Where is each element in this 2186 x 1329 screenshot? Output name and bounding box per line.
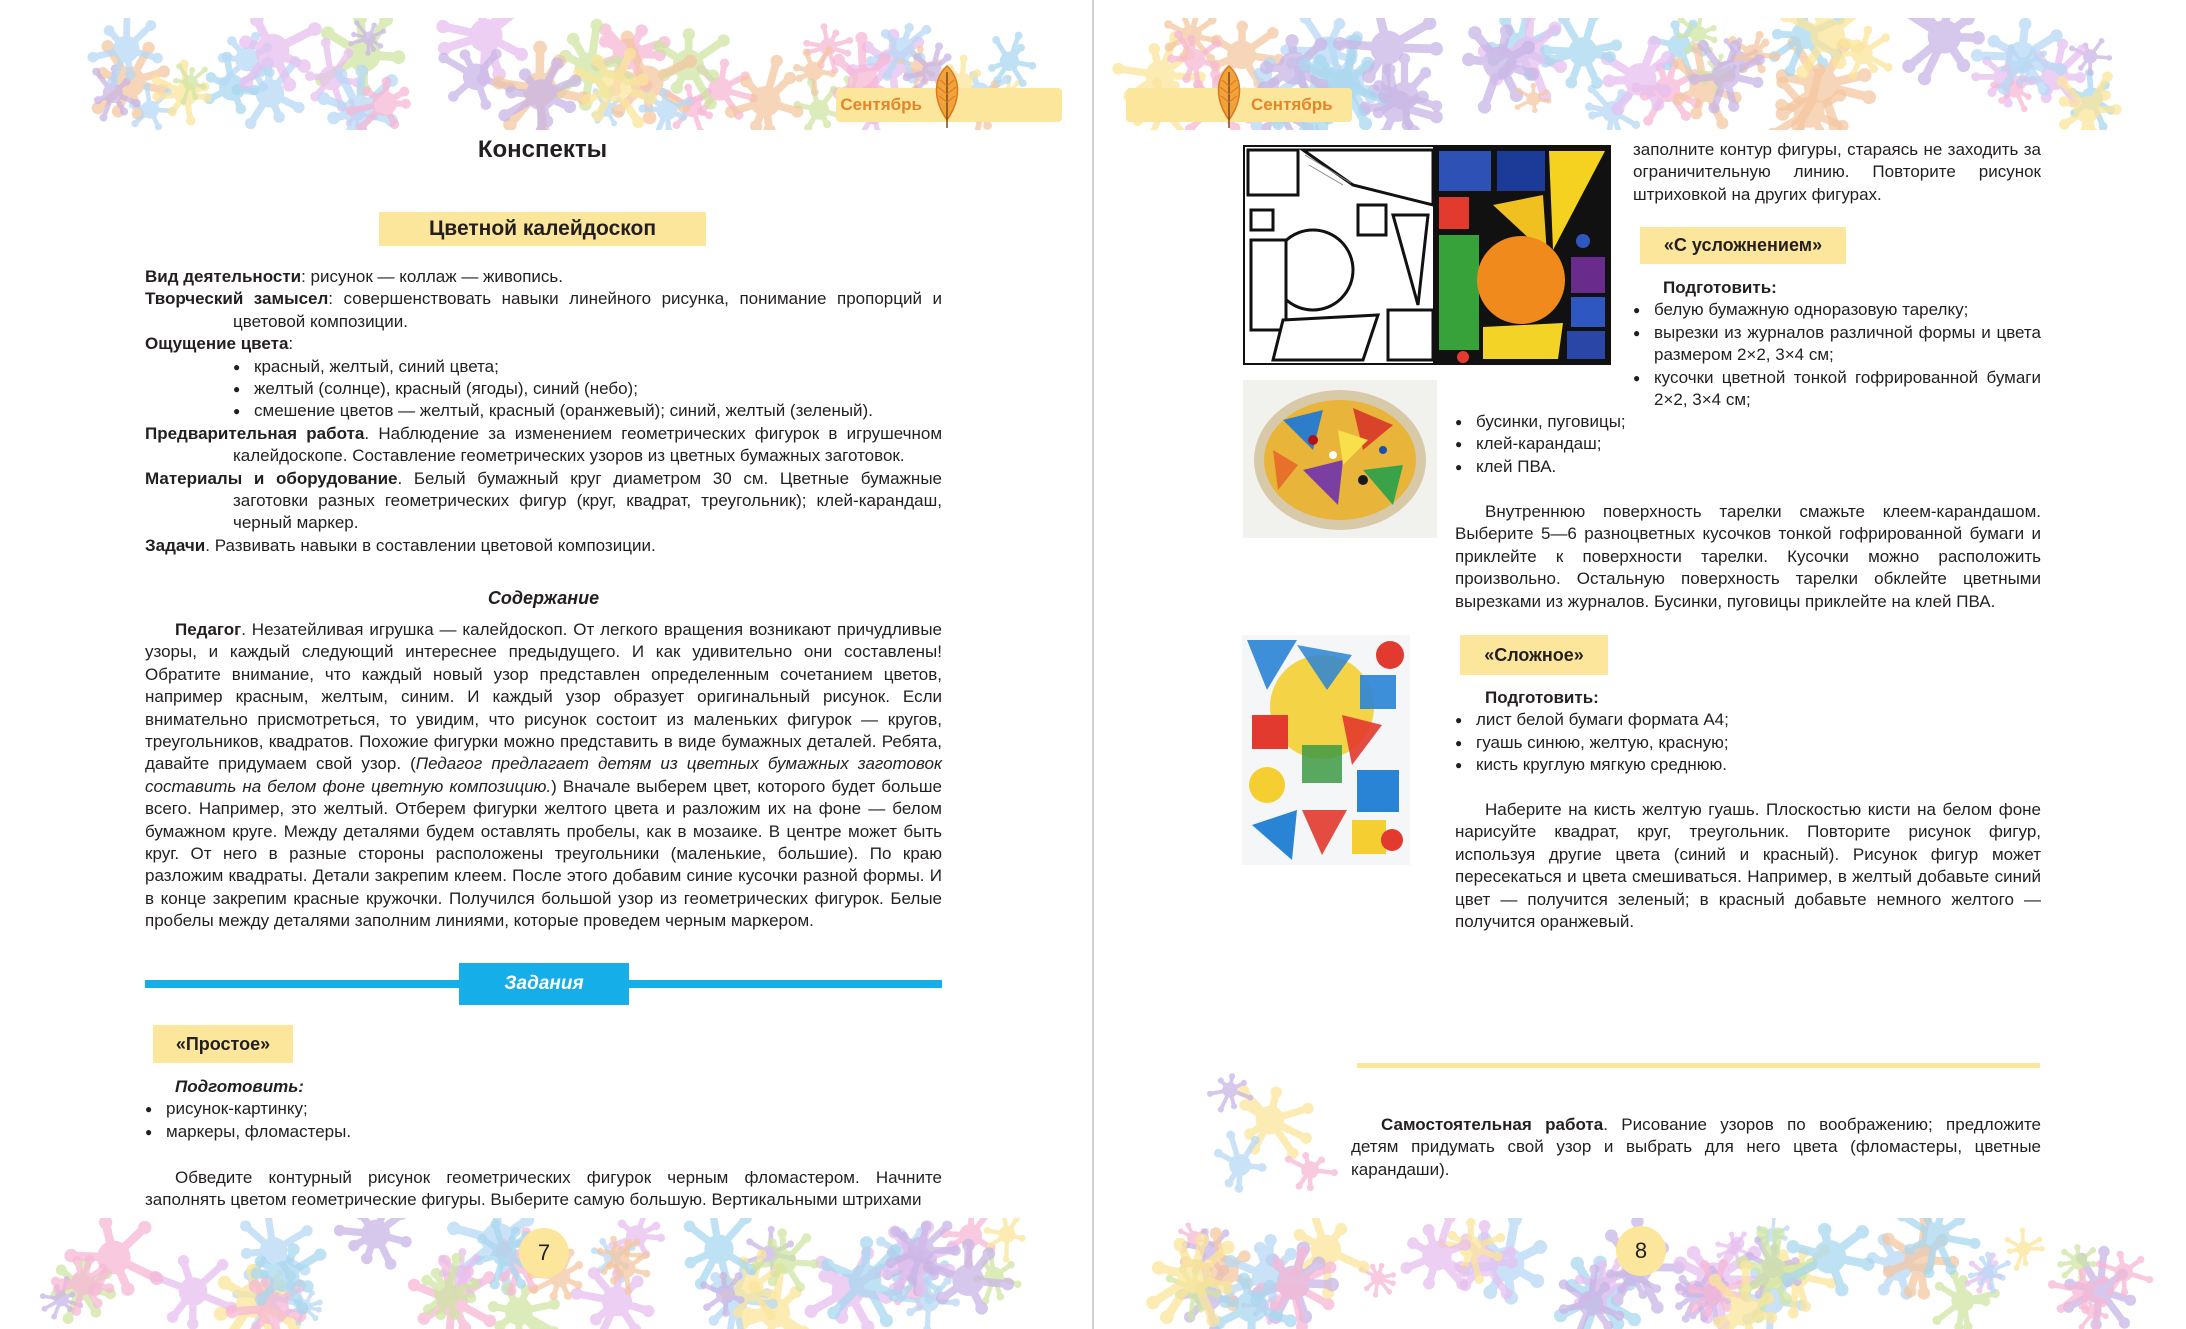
list-item: ● кусочки цветной тонкой гофрированной бумаги 2×2, 3×4 см; bbox=[1633, 367, 2041, 412]
list-item: ● рисунок-картинку; bbox=[145, 1098, 942, 1120]
list-item: ● желтый (солнце), красный (ягоды), синий (небо); bbox=[233, 378, 942, 400]
list-item: ● красный, желтый, синий цвета; bbox=[233, 356, 942, 378]
month-label: Сентябрь bbox=[840, 95, 922, 114]
prep-label: Предварительная работа bbox=[145, 423, 365, 443]
hard-text: Наберите на кисть желтую гуашь. Плоскостью кисти на белом фоне нарисуйте квадрат, круг, треугольник. Повторите рисунок фигур, используя другие цвета (синий и красный). Рисунок фигур может пересекаться и цвета смешиваться. Например, в желтый добавьте синий цвет — получится зеленый; в красный добавьте немного желтого — получится оранжевый. bbox=[1455, 800, 2041, 932]
content-heading: Содержание bbox=[487, 588, 600, 608]
contour-figures-image bbox=[1243, 145, 1439, 365]
teacher-text: ) Вначале выберем цвет, которого будет больше всего. Например, это желтый. Отберем фигурки желтого цвета и разложим их на фоне — белом бумажном круге. Между деталями будем оставлять пробелы, как в мозаике. В центре может быть круг. От него в разные стороны расположены треугольники (маленькие, большие). По краю разложим квадраты. Детали закрепим клеем. После этого добавим синие кусочки разной формы. И в конце закрепим красные кружочки. Получился большой узор из геометрических фигурок. Белые пробелы между деталями заполним линиями, которые проведем черным маркером. bbox=[145, 776, 942, 931]
leaf-icon bbox=[1212, 64, 1246, 130]
hard-list bbox=[1455, 709, 2041, 776]
hard-label: «Сложное» bbox=[1484, 644, 1584, 665]
list-item: ● маркеры, фломастеры. bbox=[145, 1121, 942, 1143]
self-label: Самостоятельная работа bbox=[1381, 1115, 1604, 1134]
complication-prep bbox=[1633, 277, 2041, 411]
complication-prepare: Подготовить: bbox=[1663, 278, 1777, 297]
simple-text: Обведите контурный рисунок геометрических фигурок черным фломастером. Начните заполнять цветом геометрические фигуры. Выберите самую большую. Вертикальными штрихами bbox=[145, 1168, 942, 1210]
teacher-italic: Педагог предлагает детям из цветных бумажных заготовок составить на белом фоне цветную композицию. bbox=[145, 754, 942, 796]
month-label: Сентябрь bbox=[1251, 95, 1333, 114]
simple-list bbox=[145, 1098, 942, 1143]
page-number: 8 bbox=[1616, 1226, 1666, 1276]
simple-section bbox=[145, 1076, 942, 1143]
color-list bbox=[233, 356, 942, 423]
self-text: . Рисование узоров по воображению; предложите детям придумать свой узор и выбрать для него цвета (фломастеры, цветные карандаши). bbox=[1351, 1115, 2041, 1179]
complication-list-2 bbox=[1455, 411, 2041, 478]
prep-value: . Наблюдение за изменением геометрических фигурок в игрушечном калейдоскопе. Составление геометрических узоров из цветных бумажных заготовок. bbox=[233, 423, 943, 466]
teacher-paragraph bbox=[145, 619, 942, 933]
lesson-details bbox=[145, 266, 942, 557]
simple-prepare: Подготовить: bbox=[175, 1077, 304, 1096]
materials-label: Материалы и оборудование bbox=[145, 468, 398, 488]
tasks-value: . Развивать навыки в составлении цветовой композиции. bbox=[205, 535, 656, 555]
hard-prepare: Подготовить: bbox=[1485, 688, 1599, 707]
complication-label: «С усложнением» bbox=[1663, 235, 1823, 255]
complication-badge bbox=[1640, 227, 1846, 264]
color-label: Ощущение цвета bbox=[145, 334, 289, 354]
page-number: 7 bbox=[519, 1228, 569, 1278]
list-item: ● клей ПВА. bbox=[1455, 456, 2041, 478]
self-work-divider bbox=[1357, 1063, 2040, 1068]
lesson-title-badge bbox=[379, 212, 706, 246]
simple-label: «Простое» bbox=[175, 1033, 271, 1054]
colored-figures-image bbox=[1433, 145, 1611, 365]
activity-value: : рисунок — коллаж — живопись. bbox=[301, 267, 563, 286]
page-gutter bbox=[1092, 0, 1094, 1329]
list-item: ● белую бумажную одноразовую тарелку; bbox=[1633, 299, 2041, 321]
plate-collage-image bbox=[1243, 380, 1437, 538]
leaf-icon bbox=[930, 64, 964, 130]
hard-prep bbox=[1455, 687, 2041, 777]
list-item: ● вырезки из журналов различной формы и цвета размером 2×2, 3×4 см; bbox=[1633, 322, 2041, 367]
simple-badge bbox=[153, 1025, 293, 1063]
gouache-figures-image bbox=[1242, 635, 1410, 865]
list-item: ● смешение цветов — желтый, красный (оранжевый); синий, желтый (зеленый). bbox=[233, 400, 942, 422]
tasks-bar-label: Задания bbox=[459, 963, 629, 1005]
complication-list bbox=[1633, 299, 2041, 411]
list-item: ● гуашь синюю, желтую, красную; bbox=[1455, 732, 2041, 754]
color-colon: : bbox=[288, 334, 294, 354]
complication-text: Внутреннюю поверхность тарелки смажьте клеем-карандашом. Выберите 5—6 разноцветных кусочков тонкой гофрированной бумаги и приклейте к поверхности тарелки. Кусочки можно расположить произвольно. Остальную поверхность тарелки обклейте цветными вырезками из журналов. Бусинки, пуговицы приклейте на клей ПВА. bbox=[1455, 502, 2041, 611]
materials-value: . Белый бумажный круг диаметром 30 см. Цветные бумажные заготовки разных геометрических фигур (круг, квадрат, треугольник); клей-карандаш, черный маркер. bbox=[233, 468, 942, 533]
splat-decoration bbox=[1200, 1050, 1370, 1215]
list-item: ● кисть круглую мягкую среднюю. bbox=[1455, 754, 2041, 776]
idea-value: : совершенствовать навыки линейного рисунка, понимание пропорций и цветовой композиции. bbox=[233, 289, 942, 331]
tasks-label: Задачи bbox=[145, 535, 206, 555]
list-item: ● клей-карандаш; bbox=[1455, 433, 2041, 455]
activity-label: Вид деятельности bbox=[145, 267, 302, 286]
self-work-paragraph bbox=[1351, 1114, 2041, 1181]
top-text: заполните контур фигуры, стараясь не заходить за ограничительную линию. Повторите рисунок штриховкой на других фигурах. bbox=[1633, 140, 2041, 204]
list-item: ● бусинки, пуговицы; bbox=[1455, 411, 2041, 433]
lesson-title: Цветной калейдоскоп bbox=[428, 217, 657, 240]
teacher-label: Педагог bbox=[175, 620, 242, 639]
teacher-text: . Незатейливая игрушка — калейдоскоп. От легкого вращения возникают причудливые узоры, и каждый следующий интереснее предыдущего. И как удивительно они составлены! Обратите внимание, что каждый новый узор представлен определенным сочетанием цветов, например красным, желтым, синим. И каждый узор образует оригинальный рисунок. Если внимательно присмотреться, то увидим, что рисунок состоит из маленьких фигурок — кругов, треугольников, квадратов. Похожие фигурки можно представить в виде бумажных деталей. Ребята, давайте придумаем свой узор. ( bbox=[145, 620, 942, 774]
page-title: Конспекты bbox=[477, 136, 608, 163]
idea-label: Творческий замысел bbox=[145, 289, 329, 309]
hard-badge bbox=[1460, 635, 1608, 675]
list-item: ● лист белой бумаги формата А4; bbox=[1455, 709, 2041, 731]
